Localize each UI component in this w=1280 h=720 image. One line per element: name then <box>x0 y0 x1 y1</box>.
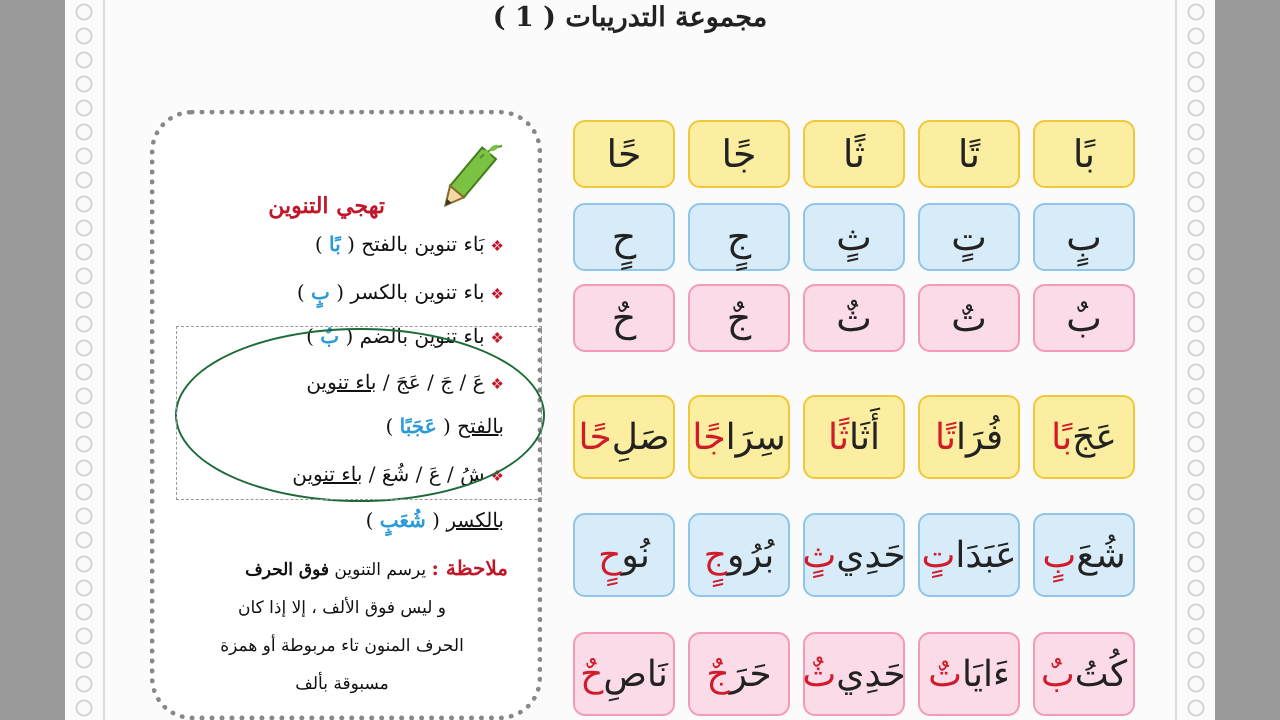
note-line-1: ملاحظة : يرسم التنوين فوق الحرف <box>245 556 508 580</box>
word-tile[interactable]: سِرَا جًا <box>688 395 790 479</box>
letter-tile[interactable]: حٌ <box>573 284 675 352</box>
letter-tile[interactable]: جٍ <box>688 203 790 271</box>
word-tile[interactable]: نُو حٍ <box>573 513 675 597</box>
letter-tile[interactable]: حًا <box>573 120 675 188</box>
note-line-3: الحرف المنون تاء مربوطة أو همزة <box>220 636 464 656</box>
word-tile[interactable]: كُتُ بٌ <box>1033 632 1135 716</box>
page-title: مجموعة التدريبات ( 1 ) <box>492 2 768 33</box>
word-tile[interactable]: شُعَ بٍ <box>1033 513 1135 597</box>
letter-tile[interactable]: تًا <box>918 120 1020 188</box>
word-tile[interactable]: ءَايَا تٌ <box>918 632 1020 716</box>
letter-tile[interactable]: حٍ <box>573 203 675 271</box>
pencil-icon <box>428 140 508 220</box>
letter-tile[interactable]: جًا <box>688 120 790 188</box>
word-tile[interactable]: أَثَا ثًا <box>803 395 905 479</box>
note-line-2: و ليس فوق الألف ، إلا إذا كان <box>238 598 446 618</box>
word-tile[interactable]: حَرَ جٌ <box>688 632 790 716</box>
word-tile[interactable]: بُرُو جٍ <box>688 513 790 597</box>
letter-tile[interactable]: بًا <box>1033 120 1135 188</box>
rule-line-damma: ❖باء تنوين بالضم ( بٌ ) <box>306 324 504 348</box>
rule-line-fatha: ❖بَاء تنوين بالفتح ( بًا ) <box>314 232 504 256</box>
letter-tile[interactable]: بٌ <box>1033 284 1135 352</box>
bullet-diamond-icon: ❖ <box>490 329 504 347</box>
example-line-2-cont: بالكسر ( شُعَبٍ ) <box>365 508 504 532</box>
bullet-diamond-icon: ❖ <box>490 237 504 255</box>
border-line-right <box>1175 0 1177 720</box>
letter-tile[interactable]: بٍ <box>1033 203 1135 271</box>
bullet-diamond-icon: ❖ <box>490 285 504 303</box>
example-line-1-cont: بالفتح ( عَجَبًا ) <box>385 414 504 438</box>
panel-heading: تهجي التنوين <box>268 193 385 219</box>
letter-tile[interactable]: تٌ <box>918 284 1020 352</box>
word-tile[interactable]: صَلِ حًا <box>573 395 675 479</box>
bullet-diamond-icon: ❖ <box>490 467 504 485</box>
letter-tile[interactable]: تٍ <box>918 203 1020 271</box>
rule-line-kasra: ❖باء تنوين بالكسر ( بٍ ) <box>296 280 504 304</box>
word-tile[interactable]: حَدِي ثٌ <box>803 632 905 716</box>
word-tile[interactable]: عَجَ بًا <box>1033 395 1135 479</box>
word-tile[interactable]: فُرَا تًا <box>918 395 1020 479</box>
letter-tile[interactable]: جٌ <box>688 284 790 352</box>
word-tile[interactable]: نَاصِ حٌ <box>573 632 675 716</box>
letter-tile[interactable]: ثٍ <box>803 203 905 271</box>
bullet-diamond-icon: ❖ <box>490 375 504 393</box>
letter-tile[interactable]: ثٌ <box>803 284 905 352</box>
decorative-border-right <box>1181 0 1211 720</box>
example-line-2: ❖شُ / عَ / شُعَ / باء تنوين <box>292 462 504 486</box>
word-tile[interactable]: حَدِي ثٍ <box>803 513 905 597</box>
note-line-4: مسبوقة بألف <box>295 674 389 694</box>
word-tile[interactable]: عَبَدَا تٍ <box>918 513 1020 597</box>
letter-tile[interactable]: ثًا <box>803 120 905 188</box>
example-line-1: ❖عَ / جَ / عَجَ / باء تنوين <box>306 370 504 394</box>
decorative-border-left <box>69 0 99 720</box>
border-line-left <box>103 0 105 720</box>
